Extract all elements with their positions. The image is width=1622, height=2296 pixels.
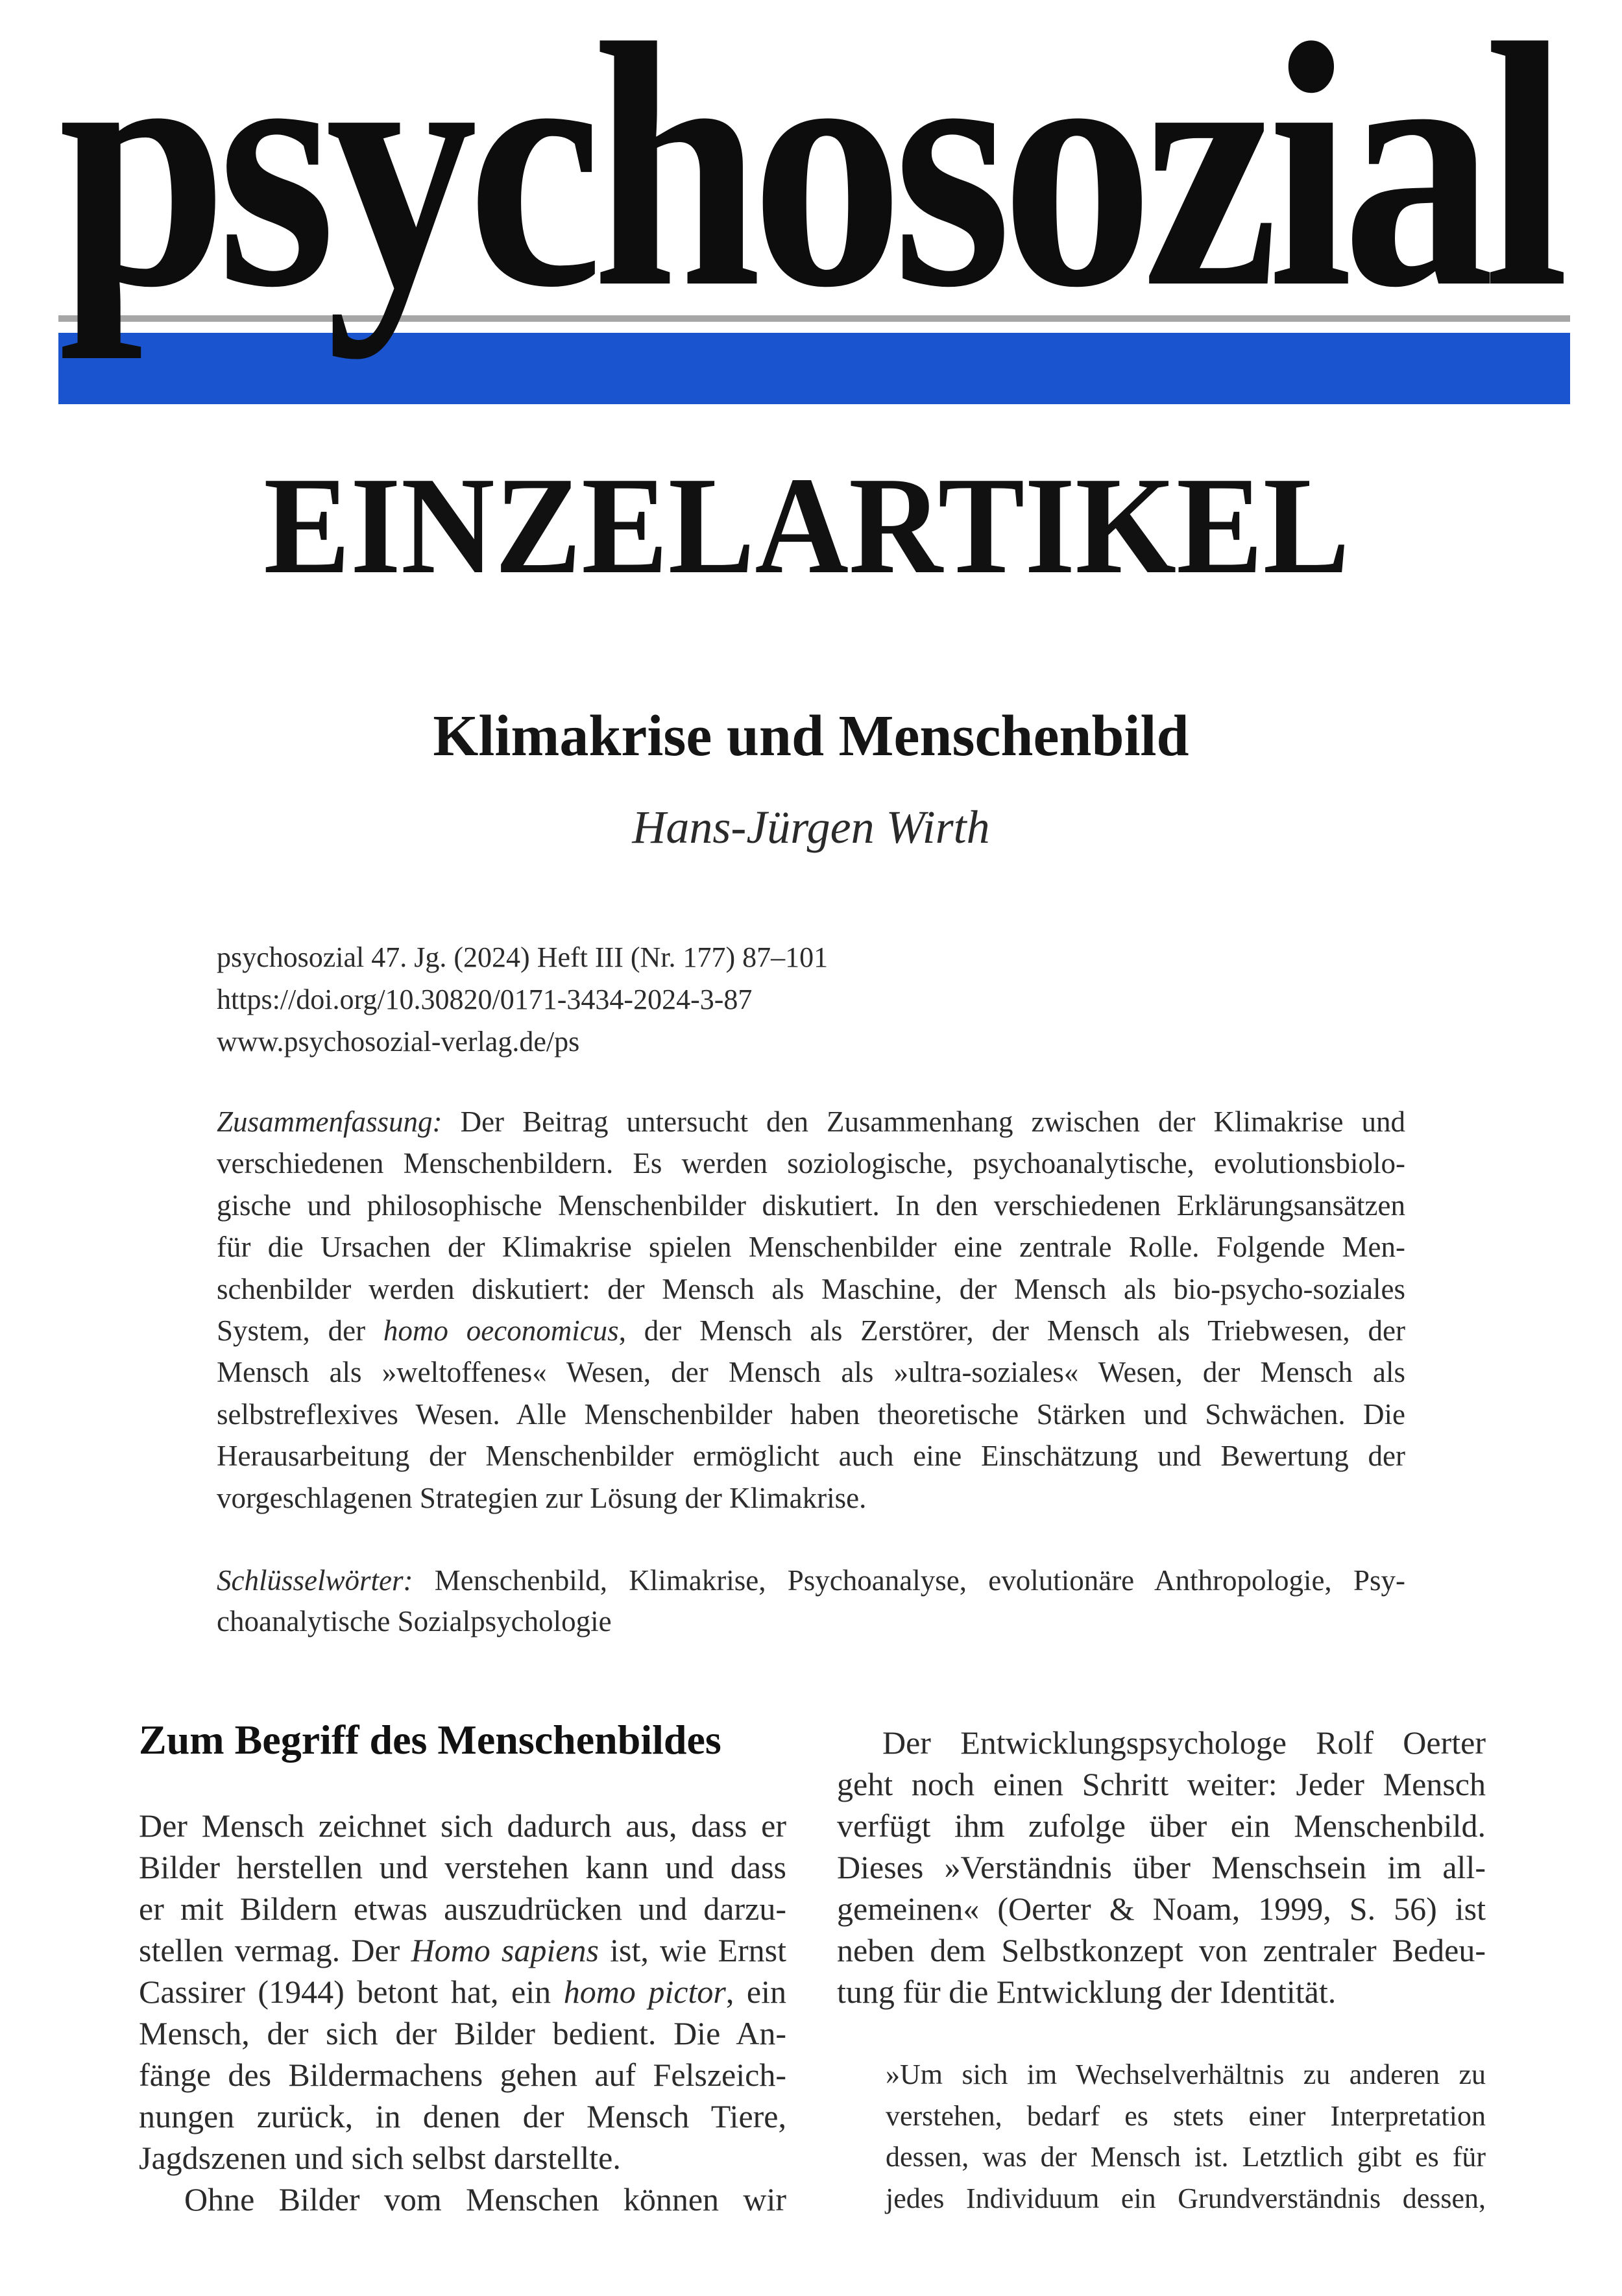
text-run: verschiedenen Menschenbildern. Es werden soziologische, psychoanalytische, evolutionsbiolo-	[217, 1147, 1405, 1180]
body-column-right	[837, 1722, 1486, 2012]
text-run: für die Ursachen der Klimakrise spielen Menschenbilder eine zentrale Rolle. Folgende Men-	[217, 1231, 1405, 1264]
italic-text: homo pictor	[563, 1974, 726, 2010]
body-column-left	[139, 1805, 786, 2220]
text-line	[139, 2137, 786, 2179]
text-line	[139, 1929, 786, 1971]
text-run: geht noch einen Schritt weiter: Jeder Mensch	[837, 1766, 1486, 1802]
text-line	[217, 1185, 1405, 1226]
text-run: gische und philosophische Menschenbilder diskutiert. In den verschiedenen Erklärungsansätzen	[217, 1189, 1405, 1222]
text-line	[139, 1805, 786, 1846]
text-run: ist, wie Ernst	[598, 1932, 786, 1968]
text-line	[217, 1601, 1405, 1642]
italic-text: Schlüsselwörter:	[217, 1564, 413, 1597]
text-line	[139, 1971, 786, 2012]
text-line	[837, 1805, 1486, 1846]
text-line	[217, 1435, 1405, 1477]
document-type-label: EINZELARTIKEL	[263, 448, 1350, 603]
text-run: dessen, was der Mensch ist. Letztlich gibt es für	[886, 2141, 1486, 2173]
text-line	[837, 1929, 1486, 1971]
text-run: System, der	[217, 1314, 383, 1347]
text-run: Menschenbild, Klimakrise, Psychoanalyse, evolutionäre Anthropologie, Psy-	[413, 1564, 1405, 1597]
text-run: er mit Bildern etwas auszudrücken und darzu-	[139, 1891, 786, 1927]
text-run: vorgeschlagenen Strategien zur Lösung der Klimakrise.	[217, 1481, 867, 1514]
text-line	[837, 1846, 1486, 1888]
text-line	[837, 1722, 1486, 1763]
text-run: selbstreflexives Wesen. Alle Menschenbilder haben theoretische Stärken und Schwächen. Die	[217, 1397, 1405, 1431]
logo-wordmark: psychosozial	[58, 0, 1559, 359]
text-run: Der Beitrag untersucht den Zusammenhang zwischen der Klimakrise und	[442, 1106, 1405, 1138]
text-line	[886, 2096, 1486, 2137]
abstract	[217, 1101, 1405, 1519]
text-run: Dieses »Verständnis über Menschsein im all-	[837, 1849, 1486, 1885]
keywords	[217, 1560, 1405, 1642]
publisher-link[interactable]: www.psychosozial-verlag.de/ps	[217, 1026, 580, 1057]
citation-info	[217, 936, 1405, 1063]
text-run: fänge des Bildermachens gehen auf Felszeich-	[139, 2057, 786, 2093]
text-line	[217, 1268, 1405, 1310]
text-line	[217, 1351, 1405, 1393]
text-run: neben dem Selbstkonzept von zentraler Bedeu-	[837, 1932, 1486, 1968]
text-run: Jagdszenen und sich selbst darstellte.	[139, 2140, 621, 2176]
article-title: Klimakrise und Menschenbild	[433, 704, 1189, 768]
text-run: jedes Individuum ein Grundverständnis dessen,	[886, 2182, 1486, 2214]
text-run: choanalytische Sozialpsychologie	[217, 1605, 612, 1637]
text-run: tung für die Entwicklung der Identität.	[837, 1974, 1337, 2010]
text-line	[217, 1477, 1405, 1519]
journal-logo	[58, 0, 1558, 360]
italic-text: homo oeconomicus	[383, 1314, 619, 1347]
italic-text: Homo sapiens	[411, 1932, 599, 1968]
text-run: stellen vermag. Der	[139, 1932, 411, 1968]
section-heading: Zum Begriff des Menschenbildes	[139, 1717, 721, 1763]
block-quote	[886, 2054, 1486, 2219]
text-run: Mensch, der sich der Bilder bedient. Die An-	[139, 2015, 786, 2051]
text-line	[837, 1763, 1486, 1805]
text-run: , ein	[725, 1974, 786, 2010]
text-line	[139, 2179, 786, 2220]
text-run: Mensch als »weltoffenes« Wesen, der Mensch als »ultra-soziales« Wesen, der Mensch als	[217, 1356, 1405, 1389]
doi-link[interactable]: https://doi.org/10.30820/0171-3434-2024-3-87	[217, 984, 753, 1015]
text-line	[886, 2178, 1486, 2219]
article-author: Hans-Jürgen Wirth	[632, 801, 990, 853]
text-line	[139, 1888, 786, 1929]
text-run: Der Entwicklungspsychologe Rolf Oerter	[882, 1724, 1486, 1761]
text-run: schenbilder werden diskutiert: der Mensch als Maschine, der Mensch als bio-psycho-soziales	[217, 1272, 1405, 1305]
text-run: Ohne Bilder vom Menschen können wir	[184, 2181, 786, 2217]
citation-line: psychosozial 47. Jg. (2024) Heft III (Nr. 177) 87–101	[217, 941, 829, 973]
text-line	[217, 1310, 1405, 1351]
italic-text: Zusammenfassung:	[217, 1106, 442, 1138]
text-line	[837, 1971, 1486, 2012]
text-line	[217, 1394, 1405, 1435]
text-run: , der Mensch als Zerstörer, der Mensch als Triebwesen, der	[618, 1314, 1405, 1347]
text-line	[139, 2054, 786, 2096]
text-run: Bilder herstellen und verstehen kann und dass	[139, 1849, 786, 1885]
text-line	[217, 1226, 1405, 1268]
text-line	[886, 2136, 1486, 2178]
text-line	[217, 1142, 1405, 1184]
text-run: verstehen, bedarf es stets einer Interpretation	[886, 2099, 1486, 2132]
text-line	[139, 1846, 786, 1888]
text-run: Herausarbeitung der Menschenbilder ermöglicht auch eine Einschätzung und Bewertung der	[217, 1440, 1405, 1473]
text-line	[217, 1101, 1405, 1142]
text-line	[139, 2096, 786, 2137]
text-run: Der Mensch zeichnet sich dadurch aus, dass er	[139, 1807, 786, 1844]
text-run: verfügt ihm zufolge über ein Menschenbild.	[837, 1807, 1486, 1844]
text-run: nungen zurück, in denen der Mensch Tiere,	[139, 2098, 786, 2134]
text-line	[217, 1560, 1405, 1601]
text-line	[886, 2054, 1486, 2096]
text-run: Cassirer (1944) betont hat, ein	[139, 1974, 564, 2010]
text-run: »Um sich im Wechselverhältnis zu anderen zu	[886, 2059, 1486, 2090]
text-run: gemeinen« (Oerter & Noam, 1999, S. 56) ist	[837, 1891, 1486, 1927]
text-line	[139, 2012, 786, 2054]
text-line	[837, 1888, 1486, 1929]
document-type-heading	[0, 448, 1613, 603]
